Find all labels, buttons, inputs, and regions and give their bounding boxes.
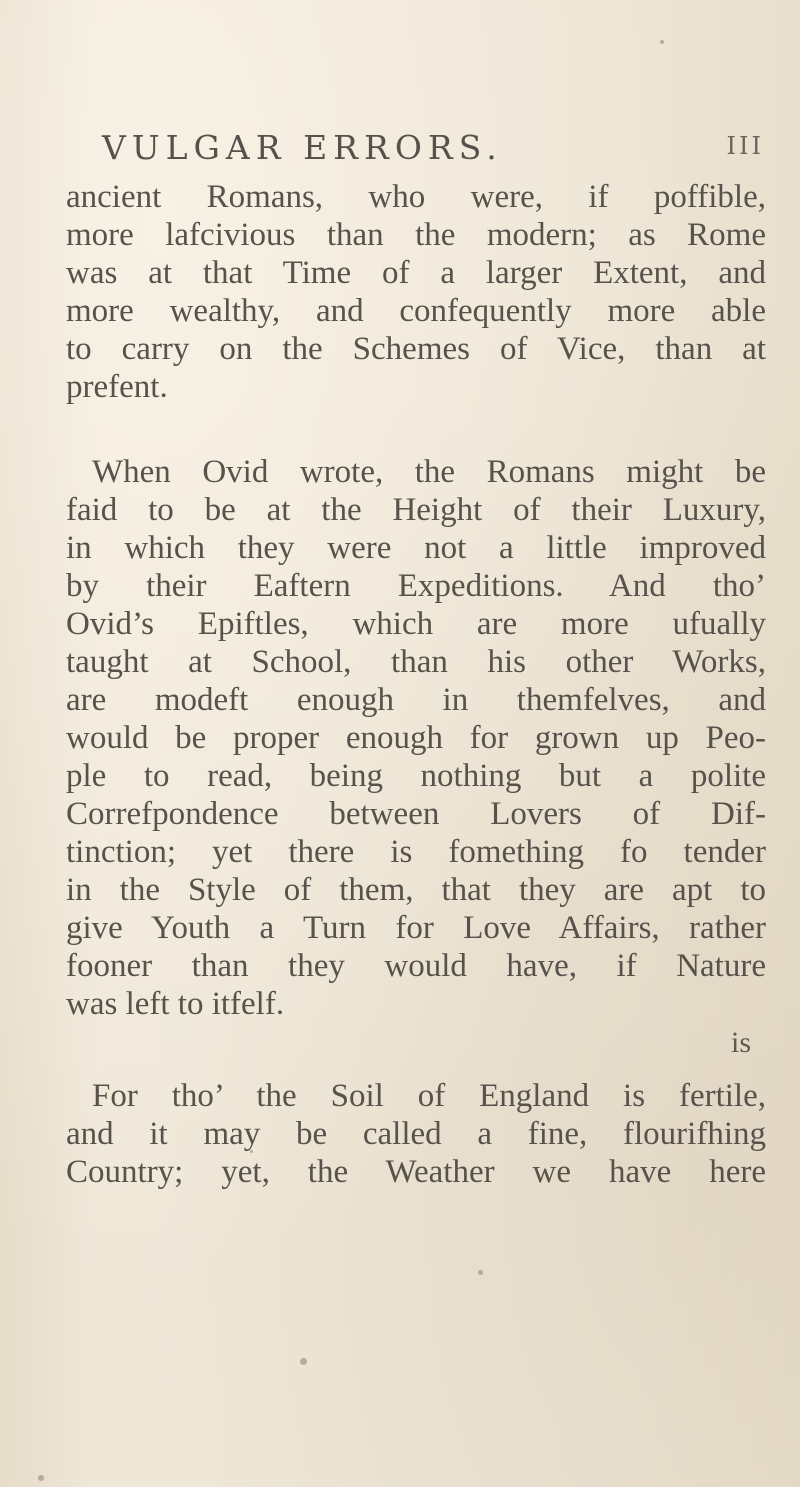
catchword: is [731,1026,752,1059]
text-line: to carry on the Schemes of Vice, than at [66,331,766,367]
text-line: was at that Time of a larger Extent, and [66,255,766,291]
text-line: Ovid’s Epiftles, which are more ufually [66,606,766,642]
text-line: When Ovid wrote, the Romans might be [92,454,766,490]
text-line: Correfpondence between Lovers of Dif- [66,796,766,832]
text-line: ple to read, being nothing but a polite [66,758,766,794]
text-line: would be proper enough for grown up Peo- [66,720,766,756]
text-line: was left to itfelf. [66,986,285,1022]
text-line: in the Style of them, that they are apt to [66,872,766,908]
paper-speck [660,40,664,44]
paper-speck [300,1358,307,1365]
text-line: For tho’ the Soil of England is fertile, [92,1078,766,1114]
running-head [102,128,764,172]
text-line: more wealthy, and confequently more able [66,293,766,329]
body-text [66,178,766,1191]
text-line: more lafcivious than the modern; as Rome [66,217,766,253]
text-line: give Youth a Turn for Love Affairs, rather [66,910,766,946]
paper-speck [478,1270,483,1275]
running-title: VULGAR ERRORS. [102,128,503,167]
text-line: ancient Romans, who were, if poffible, [66,179,766,215]
text-line: Country; yet, the Weather we have here [66,1154,766,1190]
paragraph-gap [66,1023,766,1077]
text-line: fooner than they would have, if Nature [66,948,766,984]
page-number: III [726,132,764,160]
paragraph-1 [66,178,766,406]
text-line: are modeft enough in themfelves, and [66,682,766,718]
paragraph-gap [66,406,766,453]
text-line: faid to be at the Height of their Luxury, [66,492,766,528]
text-line: taught at School, than his other Works, [66,644,766,680]
paragraph-2 [66,453,766,1023]
text-line: in which they were not a little improved [66,530,766,566]
paper-speck [38,1475,44,1481]
text-line: and it may be called a fine, flourifhing [66,1116,766,1152]
paragraph-3 [66,1077,766,1191]
paper-speck [250,1150,253,1153]
text-line: prefent. [66,369,168,405]
text-line: tinction; yet there is fomething fo tender [66,834,766,870]
text-line: by their Eaftern Expeditions. And tho’ [66,568,766,604]
